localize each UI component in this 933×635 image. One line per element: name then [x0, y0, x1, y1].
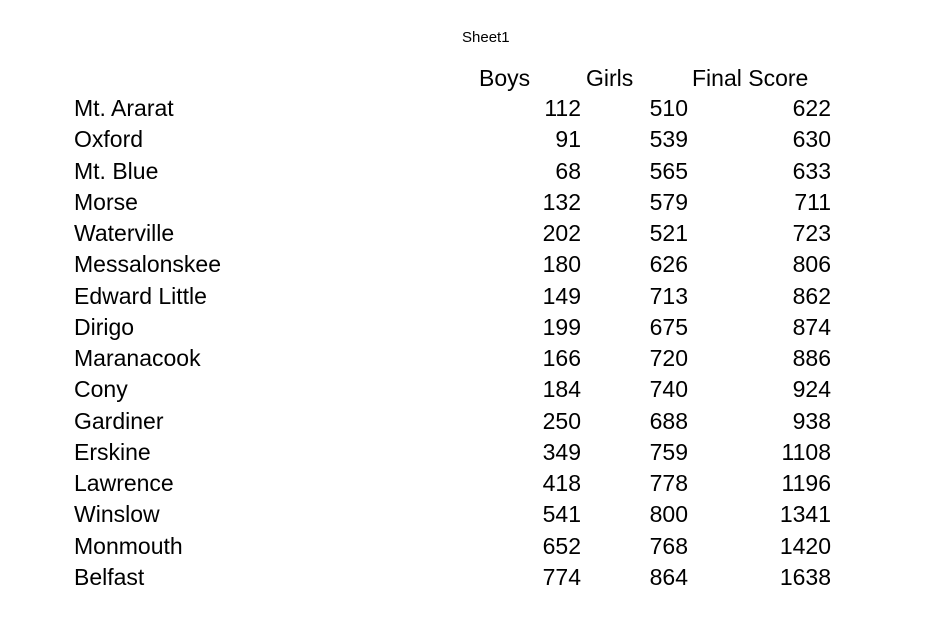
boys-score: 349	[542, 438, 581, 465]
table-row	[0, 249, 933, 280]
column-header-boys: Boys	[479, 65, 531, 91]
school-name: Erskine	[74, 438, 151, 465]
table-row	[0, 437, 933, 468]
girls-score: 778	[649, 470, 688, 496]
girls-score: 768	[649, 532, 688, 559]
school-name: Messalonskee	[74, 251, 222, 278]
boys-score: 202	[542, 220, 581, 246]
boys-score: 652	[542, 532, 581, 559]
final-score: 711	[794, 188, 831, 215]
school-name: Mt. Blue	[74, 157, 159, 184]
final-score: 1196	[781, 470, 831, 496]
girls-score: 759	[649, 438, 688, 465]
school-name: Gardiner	[74, 407, 164, 434]
boys-score: 180	[542, 251, 581, 278]
boys-score: 112	[544, 95, 581, 121]
final-score: 1108	[781, 438, 831, 465]
boys-score: 774	[542, 563, 581, 590]
final-score: 633	[792, 157, 831, 184]
girls-score: 510	[649, 95, 688, 121]
school-name: Edward Little	[74, 282, 207, 309]
final-score: 874	[792, 313, 831, 340]
school-name: Cony	[74, 376, 128, 403]
final-score: 886	[792, 345, 831, 371]
school-name: Oxford	[74, 126, 144, 153]
final-score: 938	[792, 407, 831, 434]
final-score: 1420	[779, 532, 831, 559]
final-score: 1638	[779, 563, 831, 590]
girls-score: 675	[649, 313, 688, 340]
table-row	[0, 499, 933, 530]
girls-score: 539	[649, 126, 688, 153]
table-row	[0, 281, 933, 312]
table-row	[0, 218, 933, 249]
school-name: Monmouth	[74, 532, 183, 559]
table-row	[0, 406, 933, 437]
boys-score: 91	[555, 126, 581, 153]
girls-score: 800	[649, 501, 688, 528]
boys-score: 418	[542, 470, 581, 496]
school-name: Winslow	[74, 501, 160, 528]
school-name: Belfast	[74, 563, 145, 590]
score-table	[0, 93, 933, 593]
table-row	[0, 156, 933, 187]
table-row	[0, 562, 933, 593]
table-row	[0, 531, 933, 562]
table-row	[0, 312, 933, 343]
table-row	[0, 187, 933, 218]
table-row	[0, 468, 933, 499]
girls-score: 720	[649, 345, 688, 371]
school-name: Mt. Ararat	[74, 95, 174, 121]
girls-score: 626	[649, 251, 688, 278]
final-score: 1341	[779, 501, 831, 528]
school-name: Maranacook	[74, 345, 201, 371]
final-score: 806	[792, 251, 831, 278]
school-name: Dirigo	[74, 313, 135, 340]
final-score: 723	[792, 220, 831, 246]
table-row	[0, 343, 933, 374]
final-score: 924	[792, 376, 831, 403]
girls-score: 740	[649, 376, 688, 403]
table-row	[0, 93, 933, 124]
boys-score: 166	[542, 345, 581, 371]
final-score: 622	[792, 95, 831, 121]
boys-score: 541	[542, 501, 581, 528]
girls-score: 864	[649, 563, 688, 590]
school-name: Waterville	[74, 220, 175, 246]
boys-score: 68	[555, 157, 581, 184]
column-header-girls: Girls	[586, 65, 634, 91]
school-name: Lawrence	[74, 470, 174, 496]
boys-score: 199	[542, 313, 581, 340]
boys-score: 132	[542, 188, 581, 215]
sheet-title: Sheet1	[462, 29, 510, 46]
final-score: 862	[792, 282, 831, 309]
boys-score: 149	[542, 282, 581, 309]
table-row	[0, 374, 933, 405]
girls-score: 688	[649, 407, 688, 434]
boys-score: 184	[542, 376, 581, 403]
girls-score: 713	[649, 282, 688, 309]
boys-score: 250	[542, 407, 581, 434]
final-score: 630	[792, 126, 831, 153]
table-row	[0, 124, 933, 155]
girls-score: 579	[649, 188, 688, 215]
girls-score: 565	[649, 157, 688, 184]
girls-score: 521	[649, 220, 688, 246]
school-name: Morse	[74, 188, 138, 215]
column-header-final-score: Final Score	[692, 65, 809, 91]
